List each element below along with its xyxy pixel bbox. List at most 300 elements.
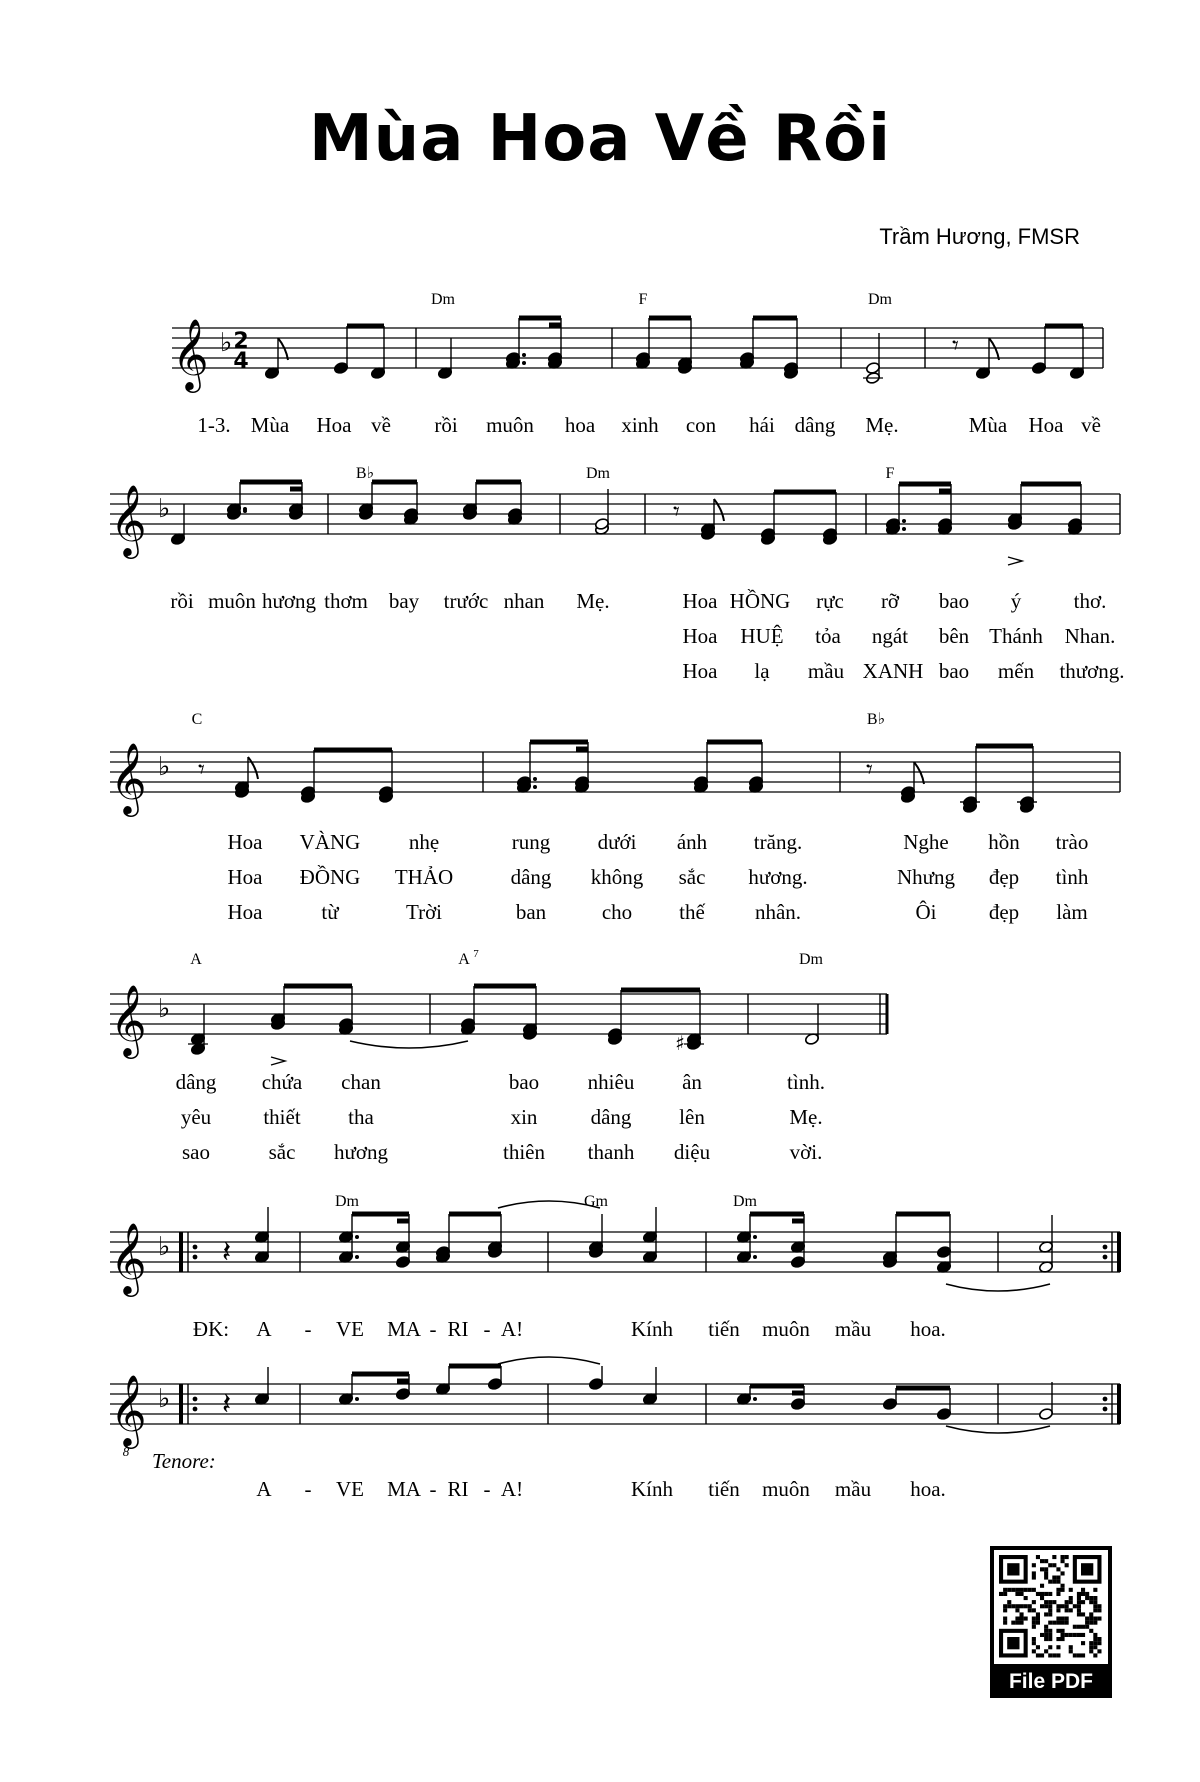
lyric-refrain-soprano: ĐK: [192,1317,230,1341]
lyric-verse-1: ánh [676,830,708,854]
key-signature-flat-icon: ♭ [158,1384,171,1414]
lyric-verse-1: xinh [621,413,659,437]
repeat-dot [1103,1245,1108,1250]
qr-module [1011,1621,1015,1625]
lyric-refrain-tenor: A! [500,1477,524,1501]
chord-symbol: Dm [335,1193,359,1210]
qr-module [1044,1567,1048,1571]
qr-module [1077,1633,1081,1637]
lyric-verse-1: Mùa [250,413,290,437]
lyric-verse-1: trào [1055,830,1089,854]
qr-module [1032,1571,1036,1575]
lyric-verse-1: 1-3. [197,413,231,437]
qr-module [1007,1604,1011,1608]
lyric-verse-1: nhẹ [408,830,440,854]
eighth-rest-icon: 𝄾 [198,755,205,785]
qr-module [1065,1563,1069,1567]
lyric-verse-2: thiết [263,1105,301,1129]
qr-module [1089,1629,1093,1633]
lyric-verse-1: Mẹ. [865,413,899,437]
lyric-refrain-tenor: hoa. [910,1477,946,1501]
qr-module [1097,1649,1101,1653]
lyric-verse-3: mến [997,659,1035,683]
qr-module [1085,1625,1089,1629]
qr-module [1024,1588,1028,1592]
chord-symbol: Dm [586,465,610,482]
qr-module [1048,1645,1052,1649]
lyric-verse-3: thiên [503,1140,545,1164]
qr-module [1032,1588,1036,1592]
lyric-verse-2: tha [348,1105,374,1129]
qr-module [1077,1592,1081,1596]
lyric-verse-2: sắc [678,865,706,889]
dot [243,507,247,511]
qr-module [1024,1596,1028,1600]
qr-module [1085,1621,1089,1625]
qr-module [1081,1641,1085,1645]
lyric-verse-3: Hoa [682,659,718,683]
qr-module [1048,1592,1052,1596]
qr-module [1056,1592,1060,1596]
qr-module [1040,1559,1044,1563]
qr-module [1036,1653,1040,1657]
lyric-verse-3: thương. [1059,659,1125,683]
qr-module [1081,1592,1085,1596]
qr-module [1093,1621,1097,1625]
qr-module [1007,1600,1011,1604]
qr-module [1093,1600,1097,1604]
qr-module [1081,1653,1085,1657]
lyric-verse-3: bao [938,659,970,683]
qr-module [1007,1588,1011,1592]
qr-label: File PDF [1008,1670,1094,1693]
qr-module [1081,1563,1093,1575]
chord-symbol: Dm [431,291,455,308]
qr-module [1007,1563,1019,1575]
quarter-rest-icon: 𝄽 [222,1235,232,1270]
lyric-verse-1: ân [682,1070,702,1094]
qr-module [1089,1645,1093,1649]
qr-module [1056,1588,1060,1592]
qr-module [1056,1567,1060,1571]
qr-module [1020,1612,1024,1616]
qr-module [1061,1637,1065,1641]
qr-module [1036,1612,1040,1616]
qr-module [1069,1645,1073,1649]
qr-module [1040,1653,1044,1657]
dot [753,1235,757,1239]
lyric-verse-1: Hoa [316,413,352,437]
tenor-label: Tenore: [152,1449,216,1473]
qr-module [1077,1612,1081,1616]
lyric-verse-1: về [1081,413,1101,437]
treble-clef-icon: 𝄞 [110,741,147,814]
lyric-verse-3: đẹp [988,900,1020,924]
lyric-verse-1: rồi [170,589,194,613]
lyric-verse-3: từ [321,900,339,924]
tie-curve [946,1426,1050,1433]
chord-symbol: Dm [868,291,892,308]
qr-module [1011,1604,1015,1608]
treble-clef-icon: 𝄞 [110,983,147,1056]
dot [902,519,906,523]
qr-module [1015,1588,1019,1592]
sharp-icon: ♯ [675,1031,685,1055]
qr-module [1020,1621,1024,1625]
qr-module [1020,1617,1024,1621]
repeat-dot [1103,1397,1108,1402]
qr-module [1056,1653,1060,1657]
lyric-verse-2: hương. [748,865,808,889]
lyric-verse-1: muôn [208,589,256,613]
chord-symbol: A [458,951,470,968]
qr-module [1032,1600,1036,1604]
qr-module [1044,1592,1048,1596]
qr-module [1097,1617,1101,1621]
qr-module [1056,1580,1060,1584]
lyric-verse-1: bao [508,1070,540,1094]
lyric-refrain-tenor: Kính [631,1477,673,1501]
qr-module [1028,1588,1032,1592]
qr-module [1093,1596,1097,1600]
time-signature-bottom: 4 [233,349,249,374]
lyric-verse-3: thanh [587,1140,635,1164]
lyric-verse-2: yêu [180,1105,212,1129]
qr-module [1056,1576,1060,1580]
qr-module [1061,1559,1065,1563]
repeat-dot [1103,1255,1108,1260]
chord-symbol: Dm [733,1193,757,1210]
qr-module [1003,1621,1007,1625]
qr-module [1089,1649,1093,1653]
qr-module [1056,1617,1060,1621]
lyric-verse-2: Hoa [227,865,263,889]
qr-module [1077,1596,1081,1600]
accent-mark [271,1057,285,1065]
lyric-verse-2: xin [510,1105,538,1129]
lyric-verse-2: tỏa [815,624,841,648]
lyric-refrain-soprano: - [304,1317,312,1341]
lyric-refrain-tenor: mầu [834,1477,872,1501]
eighth-rest-icon: 𝄾 [673,497,680,527]
qr-module [1048,1653,1052,1657]
repeat-dot [1103,1407,1108,1412]
qr-module [1093,1588,1097,1592]
qr-module [1032,1637,1036,1641]
note-flag [714,499,724,521]
dot [355,1235,359,1239]
qr-code-block[interactable] [990,1546,1112,1698]
qr-module [1036,1555,1040,1559]
lyric-verse-3: XANH [862,659,924,683]
qr-module [1069,1588,1073,1592]
dot [522,361,526,365]
qr-module [1048,1621,1052,1625]
lyric-refrain-soprano: A! [500,1317,524,1341]
lyric-refrain-tenor: MA [387,1477,421,1501]
chord-symbol: B♭ [866,711,886,728]
qr-module [1065,1604,1069,1608]
lyric-verse-3: sắc [268,1140,296,1164]
key-signature-flat-icon: ♭ [158,994,171,1024]
qr-module [1028,1604,1032,1608]
eighth-rest-icon: 𝄾 [866,755,873,785]
accent-mark [1008,557,1022,565]
qr-module [1015,1621,1019,1625]
song-title: Mùa Hoa Về Rồi [308,102,892,176]
lyric-verse-2: ngát [871,624,909,648]
qr-module [1097,1604,1101,1608]
qr-module [1093,1645,1097,1649]
treble-clef-icon: 𝄞 [110,483,147,556]
qr-module [1044,1600,1048,1604]
qr-module [1048,1612,1052,1616]
lyric-verse-1: bao [938,589,970,613]
lyric-refrain-soprano: mầu [834,1317,872,1341]
lyric-verse-1: hồn [988,830,1020,854]
treble-clef-icon: 𝄞 [110,1373,147,1446]
dot [522,353,526,357]
qr-module [1073,1653,1077,1657]
lyric-verse-3: sao [182,1140,210,1164]
qr-module [1069,1633,1073,1637]
qr-module [1003,1592,1007,1596]
lyric-verse-1: dưới [597,830,637,854]
qr-module [1044,1633,1048,1637]
qr-module [1081,1633,1085,1637]
qr-module [1081,1625,1085,1629]
qr-module [1081,1612,1085,1616]
lyric-verse-2: Thánh [989,624,1043,648]
lyric-verse-1: Hoa [1028,413,1064,437]
key-signature-flat-icon: ♭ [220,328,233,358]
lyric-verse-1: tình. [787,1070,825,1094]
qr-module [1069,1596,1073,1600]
lyric-refrain-soprano: hoa. [910,1317,946,1341]
qr-module [1048,1608,1052,1612]
qr-module [1056,1608,1060,1612]
lyric-verse-3: Ôi [915,900,937,924]
qr-module [1073,1604,1077,1608]
note-flag [914,762,924,784]
note-flag [989,338,999,360]
qr-module [1044,1625,1048,1629]
qr-module [1056,1637,1060,1641]
qr-module [1048,1633,1052,1637]
qr-module [1048,1629,1052,1633]
qr-module [1065,1617,1069,1621]
qr-module [1077,1653,1081,1657]
lyric-refrain-tenor: - [429,1477,437,1501]
lyric-verse-2: dâng [590,1105,632,1129]
qr-module [1061,1633,1065,1637]
lyric-refrain-tenor: muôn [762,1477,810,1501]
lyric-verse-3: hương [334,1140,388,1164]
lyric-verse-1: rồi [434,413,458,437]
qr-module [1015,1592,1019,1596]
qr-module [1093,1633,1097,1637]
qr-module [1052,1576,1056,1580]
lyric-verse-1: Mẹ. [576,589,610,613]
lyric-verse-1: chứa [261,1070,303,1094]
lyric-refrain-soprano: - [483,1317,491,1341]
qr-module [1069,1608,1073,1612]
lyric-verse-1: hương [262,589,316,613]
qr-module [1003,1617,1007,1621]
qr-module [1077,1608,1081,1612]
lyric-verse-1: về [371,413,391,437]
qr-module [1032,1617,1036,1621]
lyric-verse-1: Nghe [903,830,949,854]
qr-module [1036,1617,1040,1621]
qr-module [1032,1576,1036,1580]
dot [533,777,537,781]
treble-clef-icon: 𝄞 [172,317,209,390]
qr-module [1044,1571,1048,1575]
qr-module [1003,1588,1007,1592]
lyric-verse-1: hái [749,413,775,437]
qr-module [1032,1608,1036,1612]
qr-module [1089,1617,1093,1621]
lyric-verse-3: Hoa [227,900,263,924]
qr-module [1044,1612,1048,1616]
lyric-refrain-tenor: - [483,1477,491,1501]
qr-module [1003,1608,1007,1612]
chord-symbol: Gm [584,1193,608,1210]
octave-mark: 8 [122,1444,130,1459]
qr-module [1061,1604,1065,1608]
lyric-verse-3: vời. [789,1140,823,1164]
qr-module [1011,1588,1015,1592]
lyric-refrain-tenor: RI [447,1477,469,1501]
dot [902,527,906,531]
qr-module [1061,1555,1065,1559]
key-signature-flat-icon: ♭ [158,494,171,524]
lyric-verse-2: THẢO [394,865,454,889]
qr-module [1097,1641,1101,1645]
qr-module [1044,1576,1048,1580]
qr-module [1097,1637,1101,1641]
chord-symbol: B♭ [355,465,375,482]
lyric-verse-1: Hoa [227,830,263,854]
lyric-verse-3: làm [1056,900,1088,924]
qr-module [1085,1592,1089,1596]
qr-module [1052,1563,1056,1567]
treble-clef-icon: 𝄞 [110,1221,147,1294]
lyric-verse-1: Mùa [968,413,1008,437]
qr-code-icon [990,1546,1112,1698]
note-flag [248,757,258,779]
qr-module [1073,1625,1077,1629]
lyric-refrain-tenor: tiến [708,1477,740,1501]
qr-module [1069,1600,1073,1604]
lyric-verse-1: trước [443,589,489,613]
qr-module [1007,1637,1019,1649]
qr-module [1015,1617,1019,1621]
lyric-verse-3: nhân. [754,900,802,924]
qr-module [1052,1621,1056,1625]
qr-module [1044,1637,1048,1641]
lyric-refrain-soprano: muôn [762,1317,810,1341]
repeat-dot [193,1407,198,1412]
lyric-verse-2: không [590,865,644,889]
lyric-verse-1: trăng. [753,830,803,854]
qr-module [1085,1596,1089,1600]
qr-module [1056,1621,1060,1625]
lyric-verse-1: VÀNG [299,830,361,854]
dot [355,1255,359,1259]
lyric-verse-1: rung [511,830,551,854]
qr-module [1003,1604,1007,1608]
lyric-refrain-soprano: VE [336,1317,364,1341]
dot [355,1397,359,1401]
qr-module [1048,1600,1052,1604]
lyric-refrain-soprano: RI [447,1317,469,1341]
qr-module [1048,1604,1052,1608]
qr-module [1061,1571,1065,1575]
lyric-verse-2: đẹp [988,865,1020,889]
repeat-dot [193,1245,198,1250]
lyric-refrain-tenor: VE [336,1477,364,1501]
qr-module [1048,1580,1052,1584]
qr-module [1040,1633,1044,1637]
qr-module [1032,1625,1036,1629]
qr-module [1056,1629,1060,1633]
qr-module [1015,1608,1019,1612]
qr-module [1089,1641,1093,1645]
qr-module [1036,1621,1040,1625]
lyric-verse-1: hoa [564,413,596,437]
qr-module [1065,1621,1069,1625]
lyric-verse-3: thế [679,900,705,924]
key-signature-flat-icon: ♭ [158,752,171,782]
lyric-verse-3: mầu [807,659,845,683]
qr-module [1089,1612,1093,1616]
lyric-verse-2: ĐỒNG [299,865,361,889]
lyric-verse-3: cho [601,900,633,924]
qr-module [1093,1617,1097,1621]
qr-module [1036,1645,1040,1649]
key-signature-flat-icon: ♭ [158,1232,171,1262]
qr-module [1056,1645,1060,1649]
qr-module [1024,1617,1028,1621]
qr-module [1081,1588,1085,1592]
qr-module [1040,1592,1044,1596]
lyric-verse-1: bay [388,589,420,613]
qr-module [1020,1592,1024,1596]
qr-module [1040,1604,1044,1608]
qr-module [1065,1633,1069,1637]
qr-module [1032,1621,1036,1625]
qr-module [1093,1641,1097,1645]
lyric-verse-3: lạ [754,659,770,683]
qr-module [1052,1580,1056,1584]
qr-module [1077,1625,1081,1629]
chord-symbol: A [190,951,202,968]
time-signature-top: 2 [233,329,249,354]
lyric-verse-1: muôn [486,413,534,437]
qr-module [1036,1592,1040,1596]
eighth-rest-icon: 𝄾 [952,331,959,361]
lyric-verse-1: chan [341,1070,381,1094]
qr-module [1024,1604,1028,1608]
chord-symbol-superscript: 7 [473,948,479,960]
qr-module [1044,1629,1048,1633]
tie-curve [946,1284,1050,1291]
qr-module [1089,1600,1093,1604]
qr-module [1089,1621,1093,1625]
qr-module [1032,1641,1036,1645]
